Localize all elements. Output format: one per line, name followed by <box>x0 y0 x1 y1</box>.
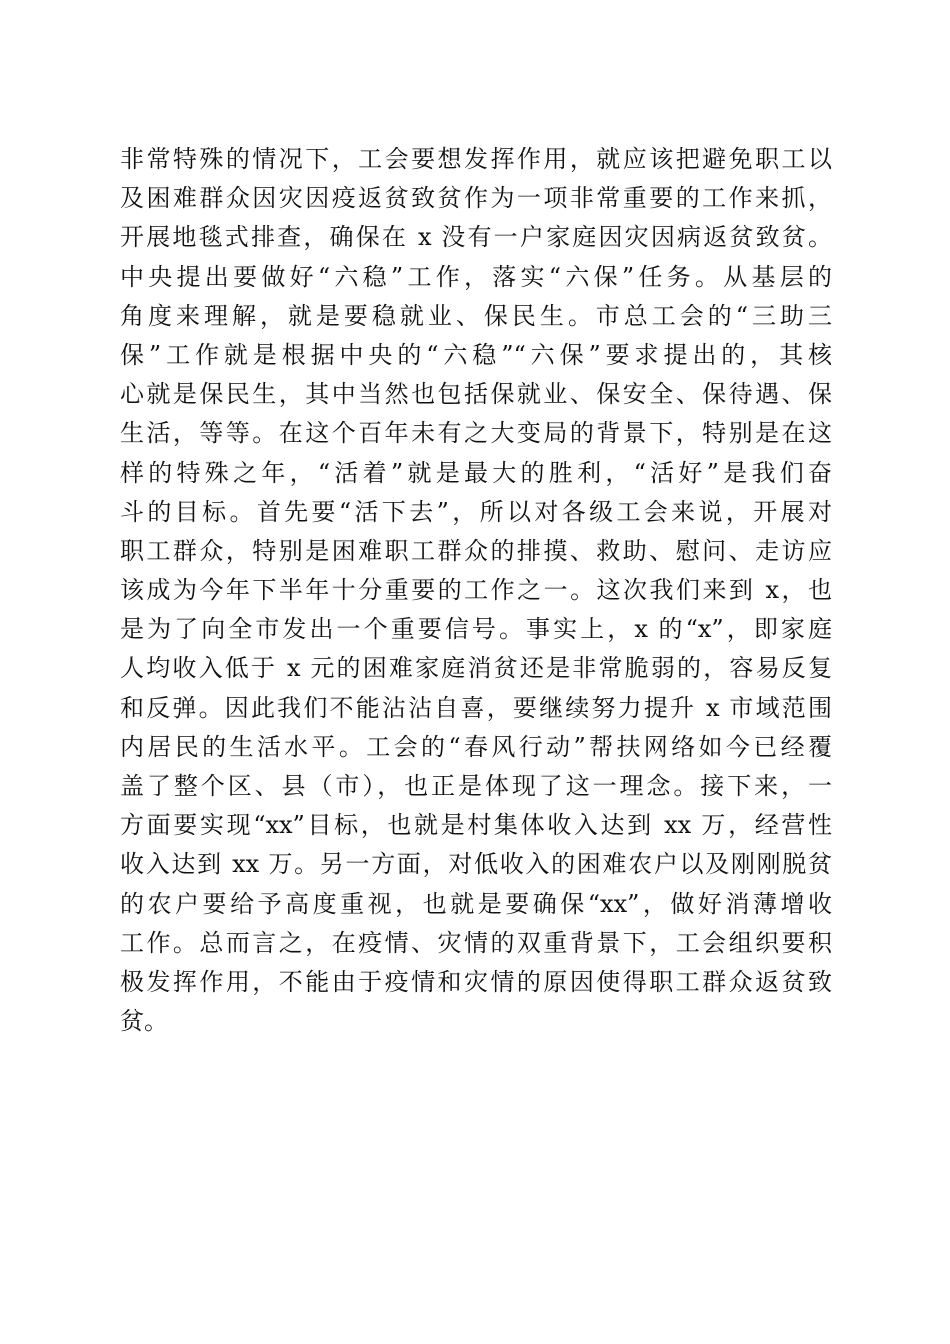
text-line: 保”工作就是根据中央的“六稳”“六保”要求提出的，其核 <box>120 340 832 369</box>
text-line: 心就是保民生，其中当然也包括保就业、保安全、保待遇、保 <box>120 380 832 409</box>
text-line: 样的特殊之年，“活着”就是最大的胜利，“活好”是我们奋 <box>120 458 832 487</box>
text-line: 人均收入低于 x 元的困难家庭消贫还是非常脆弱的，容易反复 <box>120 654 832 683</box>
text-line: 收入达到 xx 万。另一方面，对低收入的困难农户以及刚刚脱贫 <box>120 850 832 879</box>
text-line: 极发挥作用，不能由于疫情和灾情的原因使得职工群众返贫致 <box>120 967 832 996</box>
text-line: 及困难群众因灾因疫返贫致贫作为一项非常重要的工作来抓， <box>120 184 832 213</box>
text-line: 盖了整个区、县（市），也正是体现了这一理念。接下来，一 <box>120 772 832 800</box>
text-line: 非常特殊的情况下，工会要想发挥作用，就应该把避免职工以 <box>120 145 832 173</box>
text-line: 方面要实现“xx”目标，也就是村集体收入达到 xx 万，经营性 <box>120 811 832 840</box>
text-line: 生活，等等。在这个百年未有之大变局的背景下，特别是在这 <box>120 419 832 448</box>
text-line: 是为了向全市发出一个重要信号。事实上，x 的“x”，即家庭 <box>120 615 832 644</box>
text-line: 内居民的生活水平。工会的“春风行动”帮扶网络如今已经覆 <box>120 732 832 761</box>
text-line: 该成为今年下半年十分重要的工作之一。这次我们来到 x，也 <box>120 576 832 605</box>
text-line: 中央提出要做好“六稳”工作，落实“六保”任务。从基层的 <box>120 262 832 291</box>
text-line: 职工群众，特别是困难职工群众的排摸、救助、慰问、走访应 <box>120 536 832 565</box>
text-line: 开展地毯式排查，确保在 x 没有一户家庭因灾因病返贫致贫。 <box>120 223 832 252</box>
text-line: 和反弹。因此我们不能沾沾自喜，要继续努力提升 x 市域范围 <box>120 693 832 722</box>
body-paragraph <box>120 140 832 1041</box>
text-line: 工作。总而言之，在疫情、灾情的双重背景下，工会组织要积 <box>120 928 832 957</box>
text-line: 贫。 <box>120 1007 168 1036</box>
text-line: 角度来理解，就是要稳就业、保民生。市总工会的“三助三 <box>120 301 832 330</box>
text-line: 斗的目标。首先要“活下去”，所以对各级工会来说，开展对 <box>120 497 832 526</box>
text-line: 的农户要给予高度重视，也就是要确保“xx”，做好消薄增收 <box>120 889 832 918</box>
